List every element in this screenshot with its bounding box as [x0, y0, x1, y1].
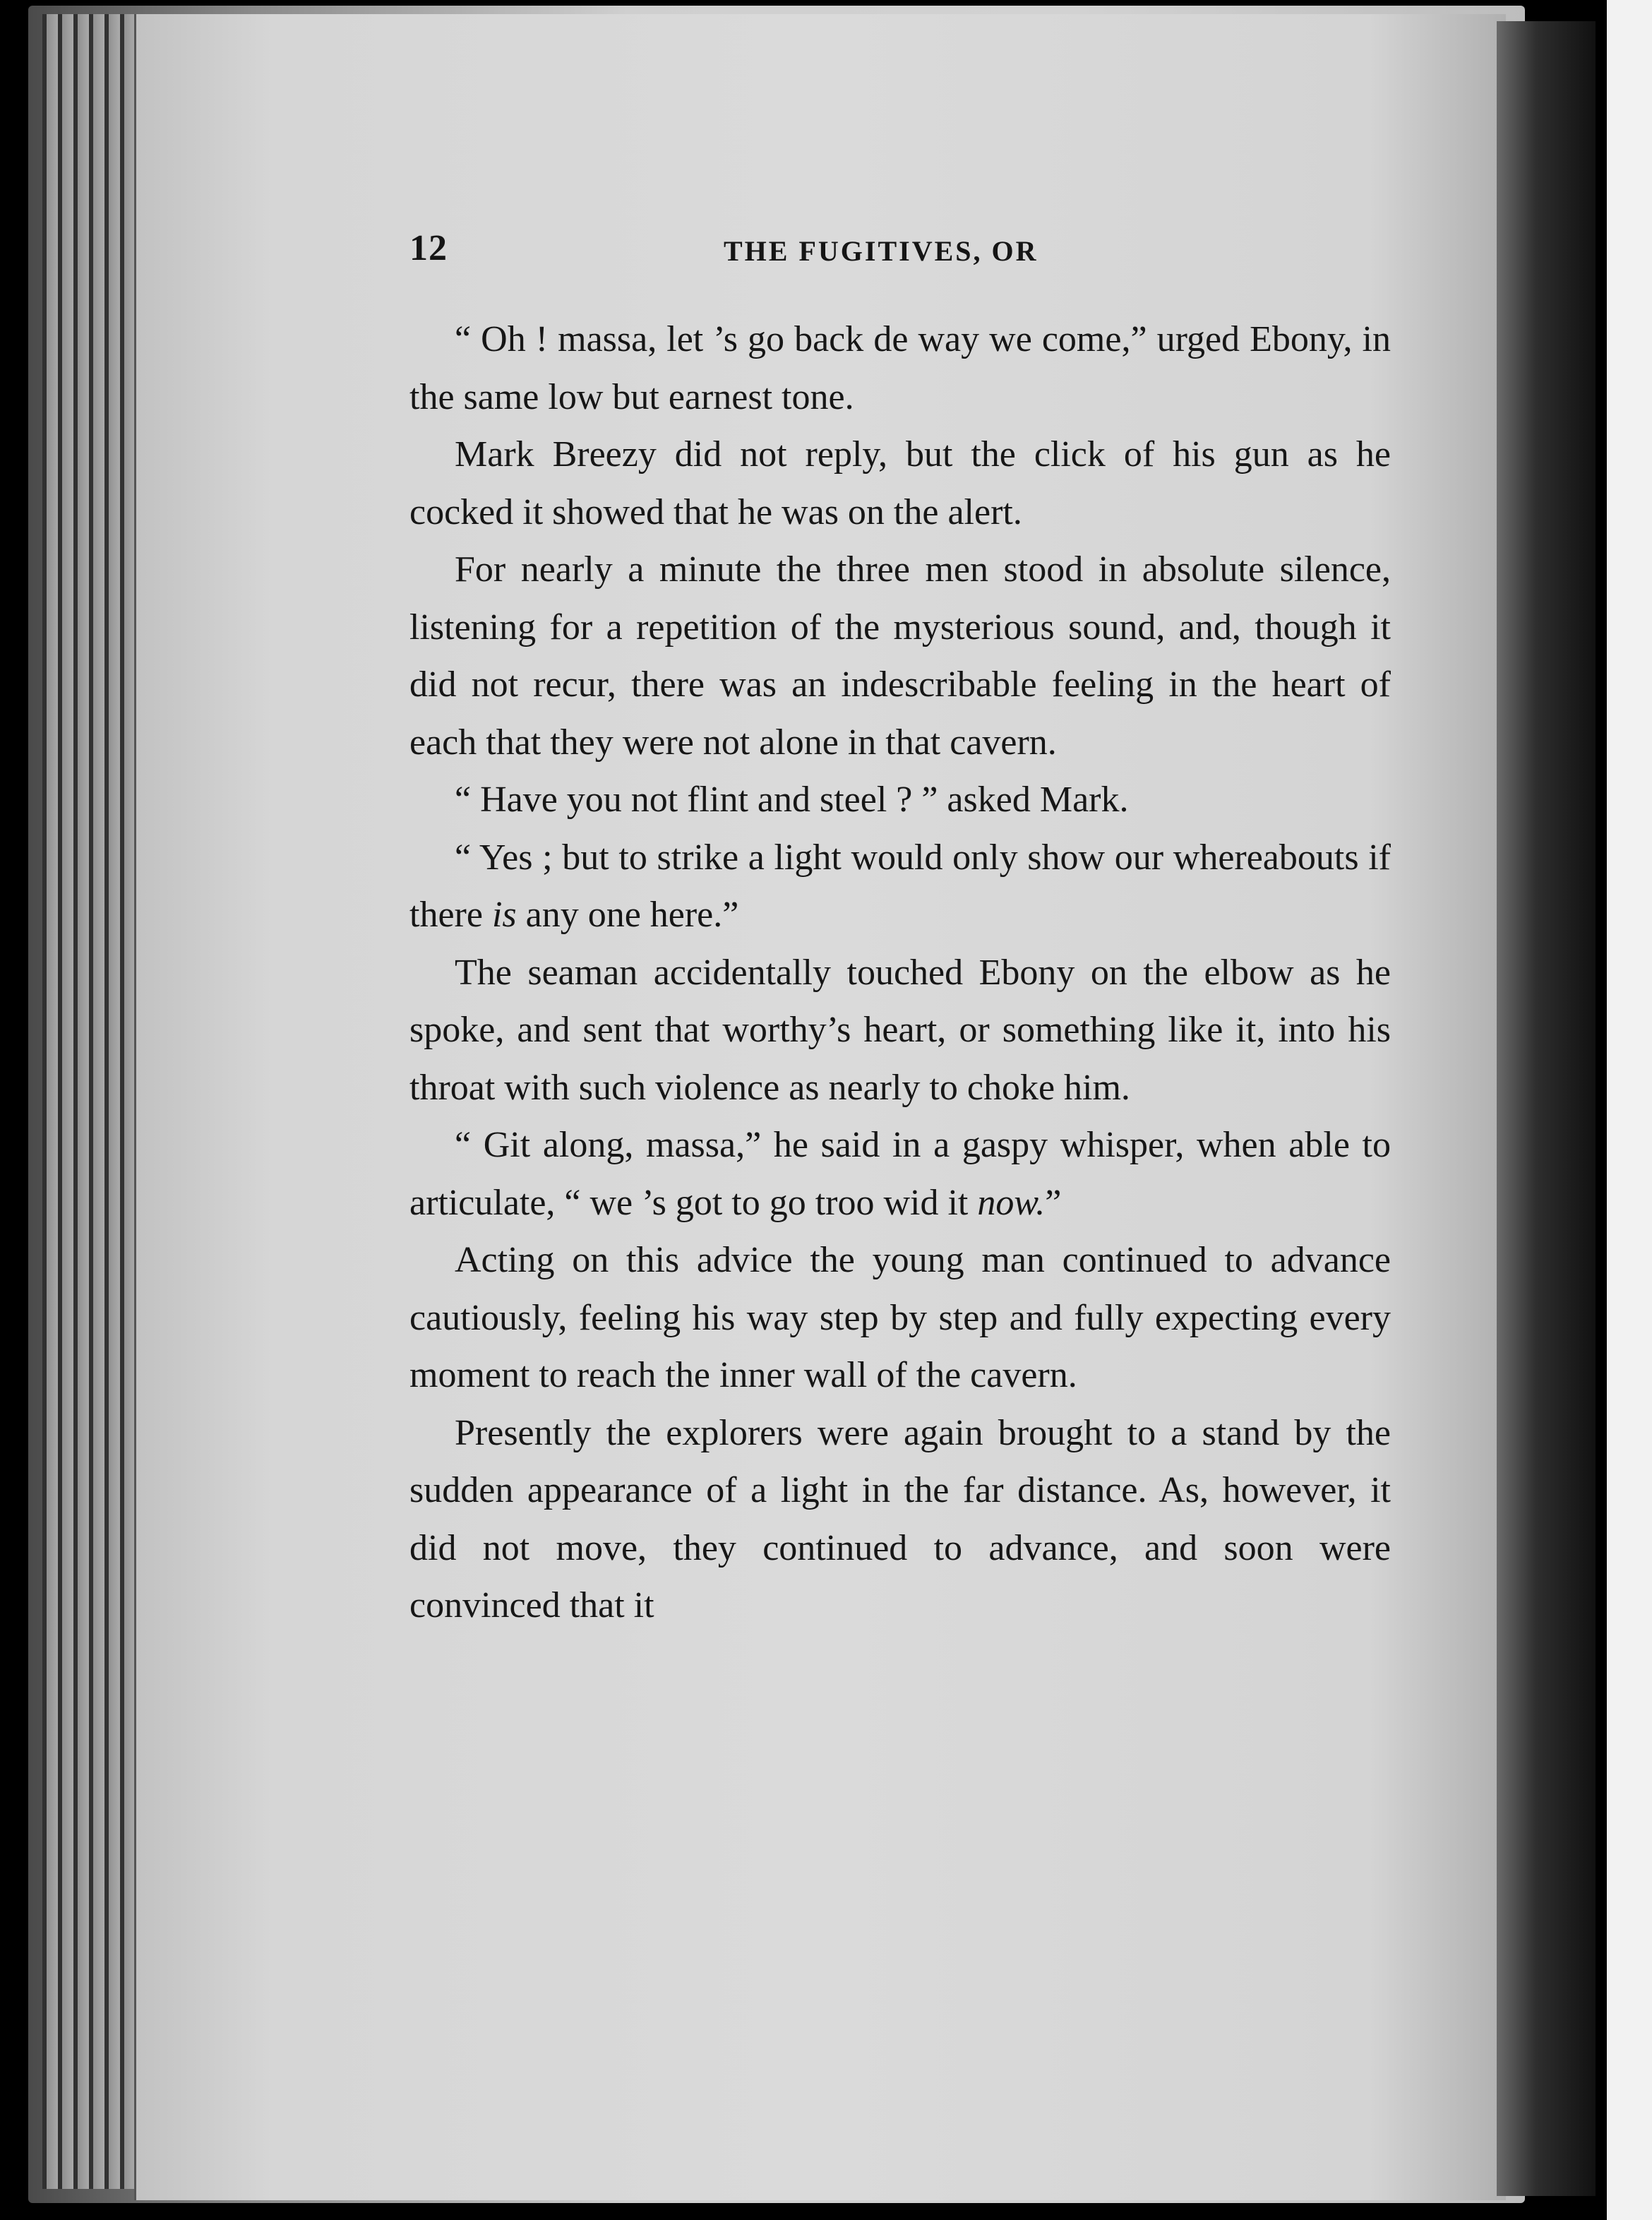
running-title: THE FUGITIVES, OR	[724, 235, 1039, 267]
paragraph-3: For nearly a minute the three men stood in absolute silence, listening for a repetition of the mysterious sound, and, though it did not recur, there was an indescribable feeling in the heart of each that they were not alone in that cavern.	[409, 549, 1391, 763]
paragraph-7-italic: now.	[977, 1182, 1046, 1223]
paragraph-8: Acting on this advice the young man continued to advance cautiously, feeling his way step by step and fully expecting every moment to reach the inner wall of the cavern.	[409, 1240, 1391, 1395]
paragraph-4: “ Have you not flint and steel ? ” asked Mark.	[455, 780, 1129, 820]
paragraph-5-text-end: any one here.”	[516, 895, 739, 935]
running-head	[409, 227, 1384, 277]
paragraph-7-text: “ Git along, massa,” he said in a gaspy whisper, when able to articulate, “ we ’s got to go troo wid it	[409, 1125, 1391, 1223]
paragraph-9: Presently the explorers were again brought to a stand by the sudden appearance of a light in the far distance. As, however, it did not move, they continued to advance, and soon were convinced that it	[409, 1412, 1391, 1625]
paragraph-5	[409, 829, 1391, 944]
gutter-shadow	[1497, 21, 1596, 2196]
paragraph-2: Mark Breezy did not reply, but the click of his gun as he cocked it showed that he was on the alert.	[409, 434, 1391, 532]
paragraph-1: “ Oh ! massa, let ’s go back de way we come,” urged Ebony, in the same low but earnest tone.	[409, 319, 1391, 417]
page-number: 12	[409, 228, 448, 268]
paragraph-6: The seaman accidentally touched Ebony on the elbow as he spoke, and sent that worthy’s heart, or something like it, into his throat with such violence as nearly to choke him.	[409, 952, 1391, 1108]
paragraph-7-text-end: ”	[1045, 1182, 1062, 1223]
paragraph-5-text: “ Yes ; but to strike a light would only show our whereabouts if there	[409, 837, 1391, 935]
adjacent-page-edge	[1603, 0, 1652, 2220]
paragraph-7	[409, 1116, 1391, 1231]
paragraph-5-italic: is	[491, 895, 517, 935]
body-text	[409, 311, 1391, 1635]
